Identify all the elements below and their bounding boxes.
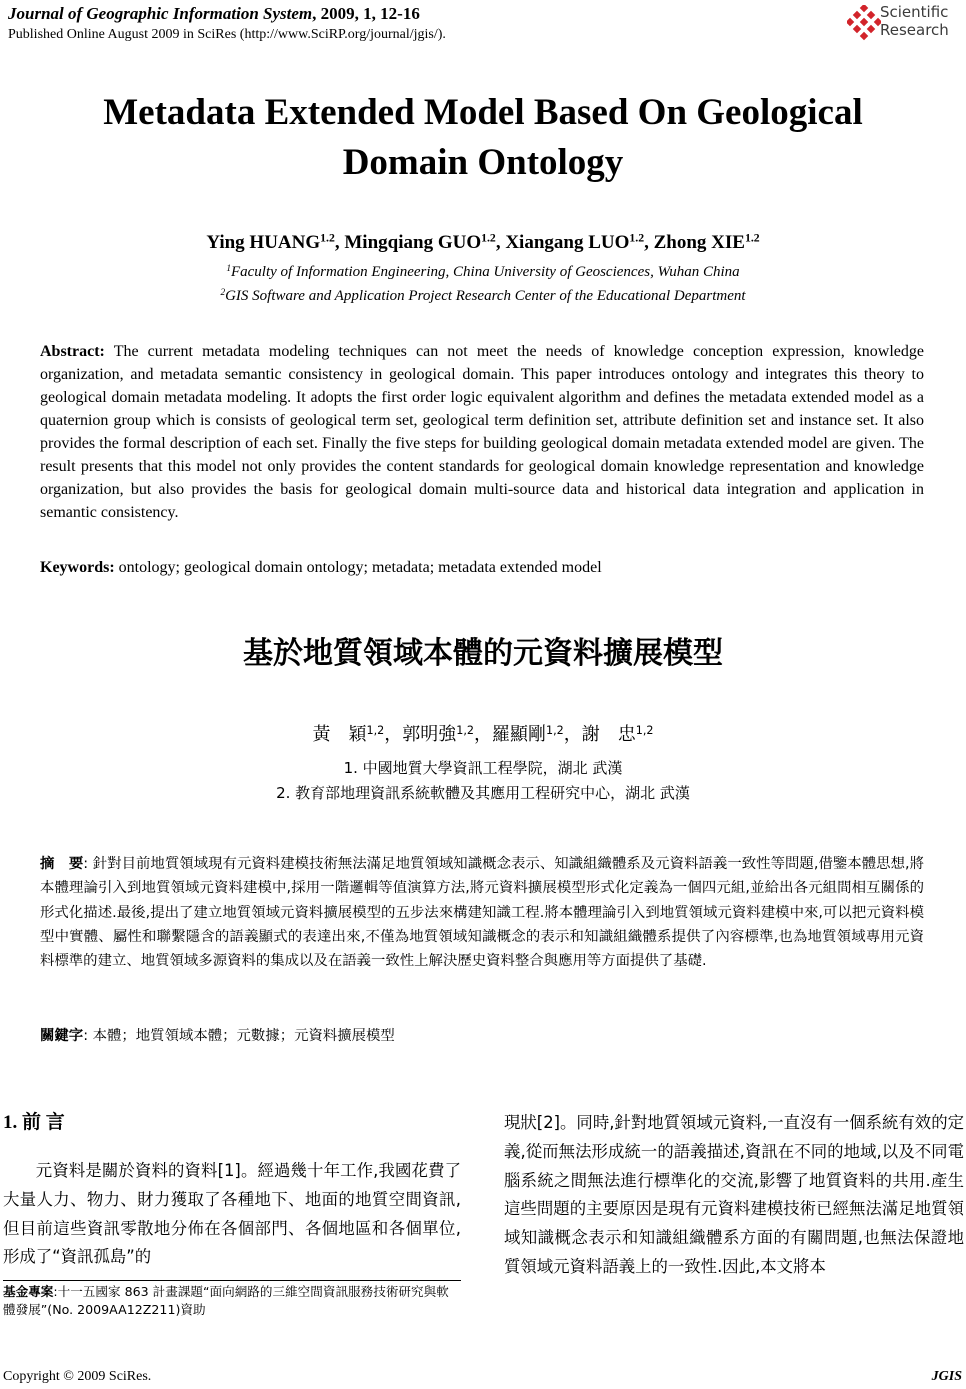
author-zh: 謝 忠$^{1,2}$ xyxy=(581,723,654,745)
keywords-en xyxy=(40,557,924,579)
abstract-en-label: Abstract: xyxy=(40,343,105,360)
journal-name: Journal of Geographic Information System xyxy=(8,4,313,23)
logo-diamond-icon xyxy=(847,5,881,41)
abstract-zh-label: 摘 要 xyxy=(40,856,84,872)
keywords-zh xyxy=(40,1024,924,1048)
scientific-research-logo xyxy=(847,3,965,43)
paper-title-en xyxy=(0,88,966,188)
abstract-zh-text: : 針對目前地質領域現有元資料建模技術無法滿足地質領域知識概念表示、知識組織體系及元資料語義一致性等問題,借鑒本體思想,將本體理論引入到地質領域元資料建模中,採用一階邏輯等值演算方法,將元資料擴展模型形式化定義為一個四元組,並給出各元組間相互關係的形式化描述.最後,提出了建立地質領域元資料擴展模型的五步法來構建知識工程.將本體理論引入到地質領域元資料建模中來,可以把元資料模型中實體、屬性和聯繫隱含的語義顯式的表達出來,不僅為地質領域知識概念的表示和知識組織體系提供了內容標準,也為地質領域專用元資料標準的建立、地質領域多源資料的集成以及在語義一致性上解決歷史資料整合與應用等方面提供了基礎. xyxy=(40,856,924,970)
abstract-en xyxy=(40,340,924,524)
footnote-divider xyxy=(3,1280,461,1281)
affiliation-zh-1: 1. 中國地質大學資訊工程學院，湖北 武漢 xyxy=(343,759,623,777)
journal-citation xyxy=(8,4,420,24)
author-zh: 羅顯剛$^{1,2}$， xyxy=(492,723,582,745)
journal-abbreviation: JGIS xyxy=(931,1369,962,1384)
affiliation-zh-2: 2. 教育部地理資訊系統軟體及其應用工程研究中心，湖北 武漢 xyxy=(276,784,690,802)
keywords-zh-text: : 本體；地質領域本體；元數據；元資料擴展模型 xyxy=(83,1028,395,1044)
logo-line-2: Research xyxy=(880,21,949,39)
copyright-notice: Copyright © 2009 SciRes. xyxy=(3,1369,152,1384)
published-online-line: Published Online August 2009 in SciRes (http://www.SciRP.org/journal/jgis/). xyxy=(8,27,446,42)
author-en: Xiangang $LUO^{1.2}$, xyxy=(505,231,654,253)
logo-text xyxy=(880,3,949,39)
logo-line-1: Scientific xyxy=(880,3,949,21)
keywords-en-text: ontology; geological domain ontology; metadata; metadata extended model xyxy=(118,559,602,576)
body-text-left-column: 元資料是關於資料的資料[1]。經過幾十年工作,我國花費了大量人力、物力、財力獲取了各種地下、地面的地質空間資訊, 但目前這些資訊零散地分佈在各個部門、各個地區和各個單位,形成了“資訊孤島”的 xyxy=(3,1161,461,1267)
section-heading-introduction: 1. 前 言 xyxy=(3,1112,65,1133)
funding-footnote xyxy=(3,1283,461,1319)
author-en: Ying $HUANG^{1.2}$, xyxy=(206,231,345,253)
author-en: Mingqiang $GUO^{1.2}$, xyxy=(344,231,506,253)
authors-zh xyxy=(0,722,966,748)
abstract-en-text: The current metadata modeling techniques can not meet the needs of knowledge conception expression, knowledge organization, and metadata semantic consistency in geological domain. This paper introduces ontology and integrates this theory to geological domain metadata modeling. It adopts the first order logic equivalent algorithm and defines the metadata extended model as a quaternion group which is consists of geological term set, geological term definition set, attribute definition set and instance set. It also provides the formal description of each set. Finally the five steps for building geological domain metadata extended model are given. The result presents that this model not only provides the content standards for geological domain knowledge representation and knowledge organization, but also provides the basis for geological domain multi-source data and historical data integration and application in semantic consistency. xyxy=(40,343,925,521)
journal-issue: , 2009, 1, 12-16 xyxy=(312,4,420,23)
abstract-zh xyxy=(40,852,924,973)
affiliation-en-1: $^1$Faculty of Information Engineering, China University of Geosciences, Wuhan China xyxy=(226,263,740,280)
paper-title-zh: 基於地質領域本體的元資料擴展模型 xyxy=(243,636,723,671)
author-en: Zhong $XIE^{1.2}$ xyxy=(653,231,760,253)
affiliation-en-2: $^2$GIS Software and Application Project Research Center of the Educational Department xyxy=(220,287,746,304)
keywords-en-label: Keywords: xyxy=(40,559,115,576)
footnote-text: :十一五國家 863 計畫課題“面向網路的三維空間資訊服務技術研究與軟體發展”(No. 2009AA12Z211)資助 xyxy=(3,1284,449,1317)
authors-en xyxy=(0,231,966,255)
keywords-zh-label: 關鍵字 xyxy=(40,1028,84,1044)
title-en-line-1: Metadata Extended Model Based On Geological xyxy=(103,92,863,133)
footnote-label: 基金專案 xyxy=(3,1284,54,1299)
body-text-right-column: 現狀[2]。同時,針對地質領域元資料,一直沒有一個系統有效的定義,從而無法形成統一的語義描述,資訊在不同的地域,以及不同電腦系統之間無法進行標準化的交流,影響了地質資料的共用.產生這些問題的主要原因是現有元資料建模技術已經無法滿足地質領域知識概念表示和知識組織體系方面的有關問題,也無法保證地質領域元資料語義上的一致性.因此,本文將本 xyxy=(504,1113,964,1276)
author-zh: 黃 穎$^{1,2}$， xyxy=(312,723,403,745)
author-zh: 郭明強$^{1,2}$， xyxy=(402,723,492,745)
title-en-line-2: Domain Ontology xyxy=(342,142,624,183)
